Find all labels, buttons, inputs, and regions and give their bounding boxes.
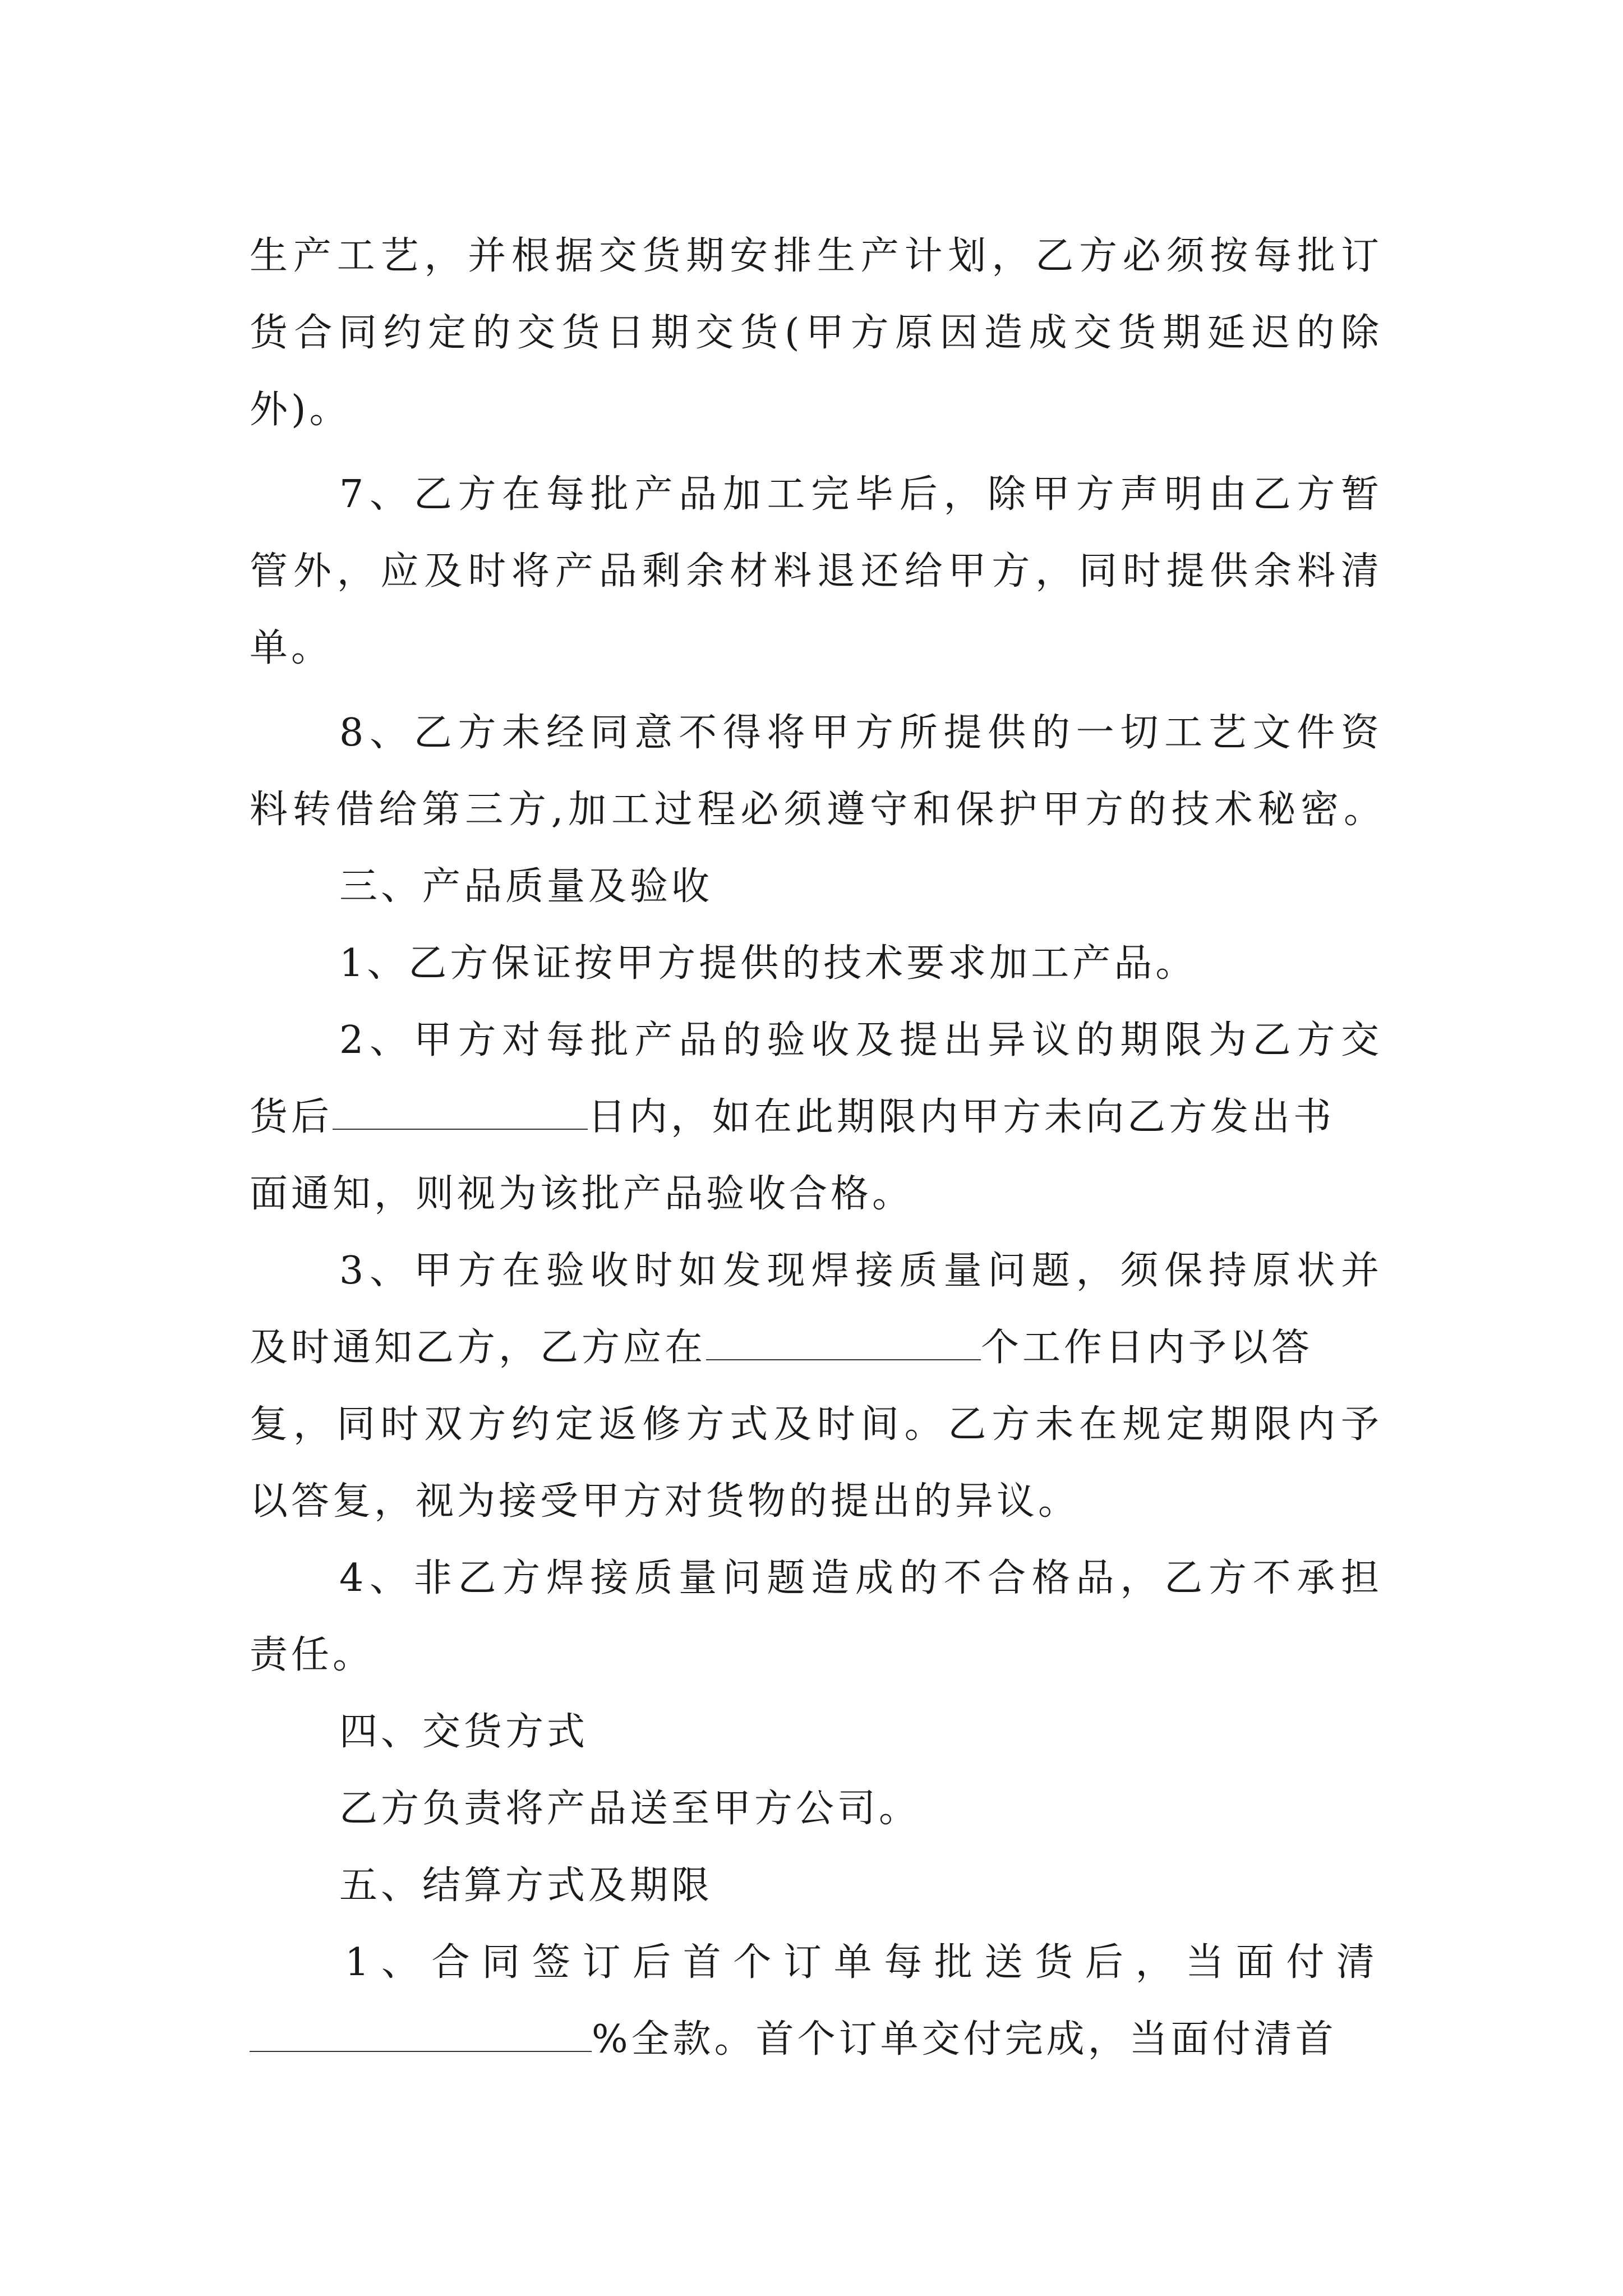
paragraph-line-with-blank bbox=[250, 1309, 1382, 1386]
paragraph-line: 管外，应及时将产品剩余材料退还给甲方，同时提供余料清 bbox=[250, 549, 1382, 593]
section-heading: 三、产品质量及验收 bbox=[339, 864, 713, 909]
section-heading: 四、交货方式 bbox=[339, 1710, 589, 1754]
paragraph-line: 外)。 bbox=[250, 388, 351, 432]
paragraph-line-with-blank bbox=[250, 1079, 1382, 1156]
paragraph-line: 生产工艺，并根据交货期安排生产计划，乙方必须按每批订 bbox=[250, 234, 1382, 278]
paragraph-line: 责任。 bbox=[250, 1633, 375, 1677]
paragraph-line: 货合同约定的交货日期交货(甲方原因造成交货期延迟的除 bbox=[250, 311, 1382, 355]
text-segment: 日内，如在此期限内甲方未向乙方发出书 bbox=[588, 1095, 1335, 1139]
paragraph-line: 8、乙方未经同意不得将甲方所提供的一切工艺文件资 bbox=[339, 711, 1382, 755]
paragraph-line-with-blank bbox=[250, 2001, 1382, 2078]
paragraph-line: 4、非乙方焊接质量问题造成的不合格品，乙方不承担 bbox=[339, 1556, 1382, 1600]
paragraph-line: 2、甲方对每批产品的验收及提出异议的期限为乙方交 bbox=[339, 1018, 1382, 1062]
paragraph-line: 料转借给第三方,加工过程必须遵守和保护甲方的技术秘密。 bbox=[250, 788, 1382, 832]
fill-in-blank[interactable] bbox=[706, 1326, 981, 1360]
paragraph-line: 单。 bbox=[250, 626, 333, 670]
fill-in-blank[interactable] bbox=[333, 1095, 588, 1130]
paragraph-line: 1、合同签订后首个订单每批送货后，当面付清 bbox=[345, 1940, 1382, 1985]
section-heading: 五、结算方式及期限 bbox=[339, 1864, 713, 1908]
paragraph-line: 面通知，则视为该批产品验收合格。 bbox=[250, 1172, 914, 1216]
document-page bbox=[250, 218, 1382, 2078]
paragraph-line: 3、甲方在验收时如发现焊接质量问题，须保持原状并 bbox=[339, 1249, 1382, 1293]
text-segment: 及时通知乙方，乙方应在 bbox=[250, 1326, 707, 1370]
text-segment: 货后 bbox=[250, 1095, 333, 1139]
fill-in-blank[interactable] bbox=[250, 2017, 592, 2052]
paragraph-line: 复，同时双方约定返修方式及时间。乙方未在规定期限内予 bbox=[250, 1402, 1382, 1447]
paragraph-line: 以答复，视为接受甲方对货物的提出的异议。 bbox=[250, 1479, 1080, 1524]
paragraph-line: 1、乙方保证按甲方提供的技术要求加工产品。 bbox=[339, 941, 1197, 986]
paragraph-line: 乙方负责将产品送至甲方公司。 bbox=[339, 1787, 921, 1831]
text-segment: %全款。首个订单交付完成，当面付清首 bbox=[592, 2017, 1337, 2062]
text-segment: 个工作日内予以答 bbox=[981, 1326, 1313, 1370]
paragraph-line: 7、乙方在每批产品加工完毕后，除甲方声明由乙方暂 bbox=[339, 472, 1382, 517]
